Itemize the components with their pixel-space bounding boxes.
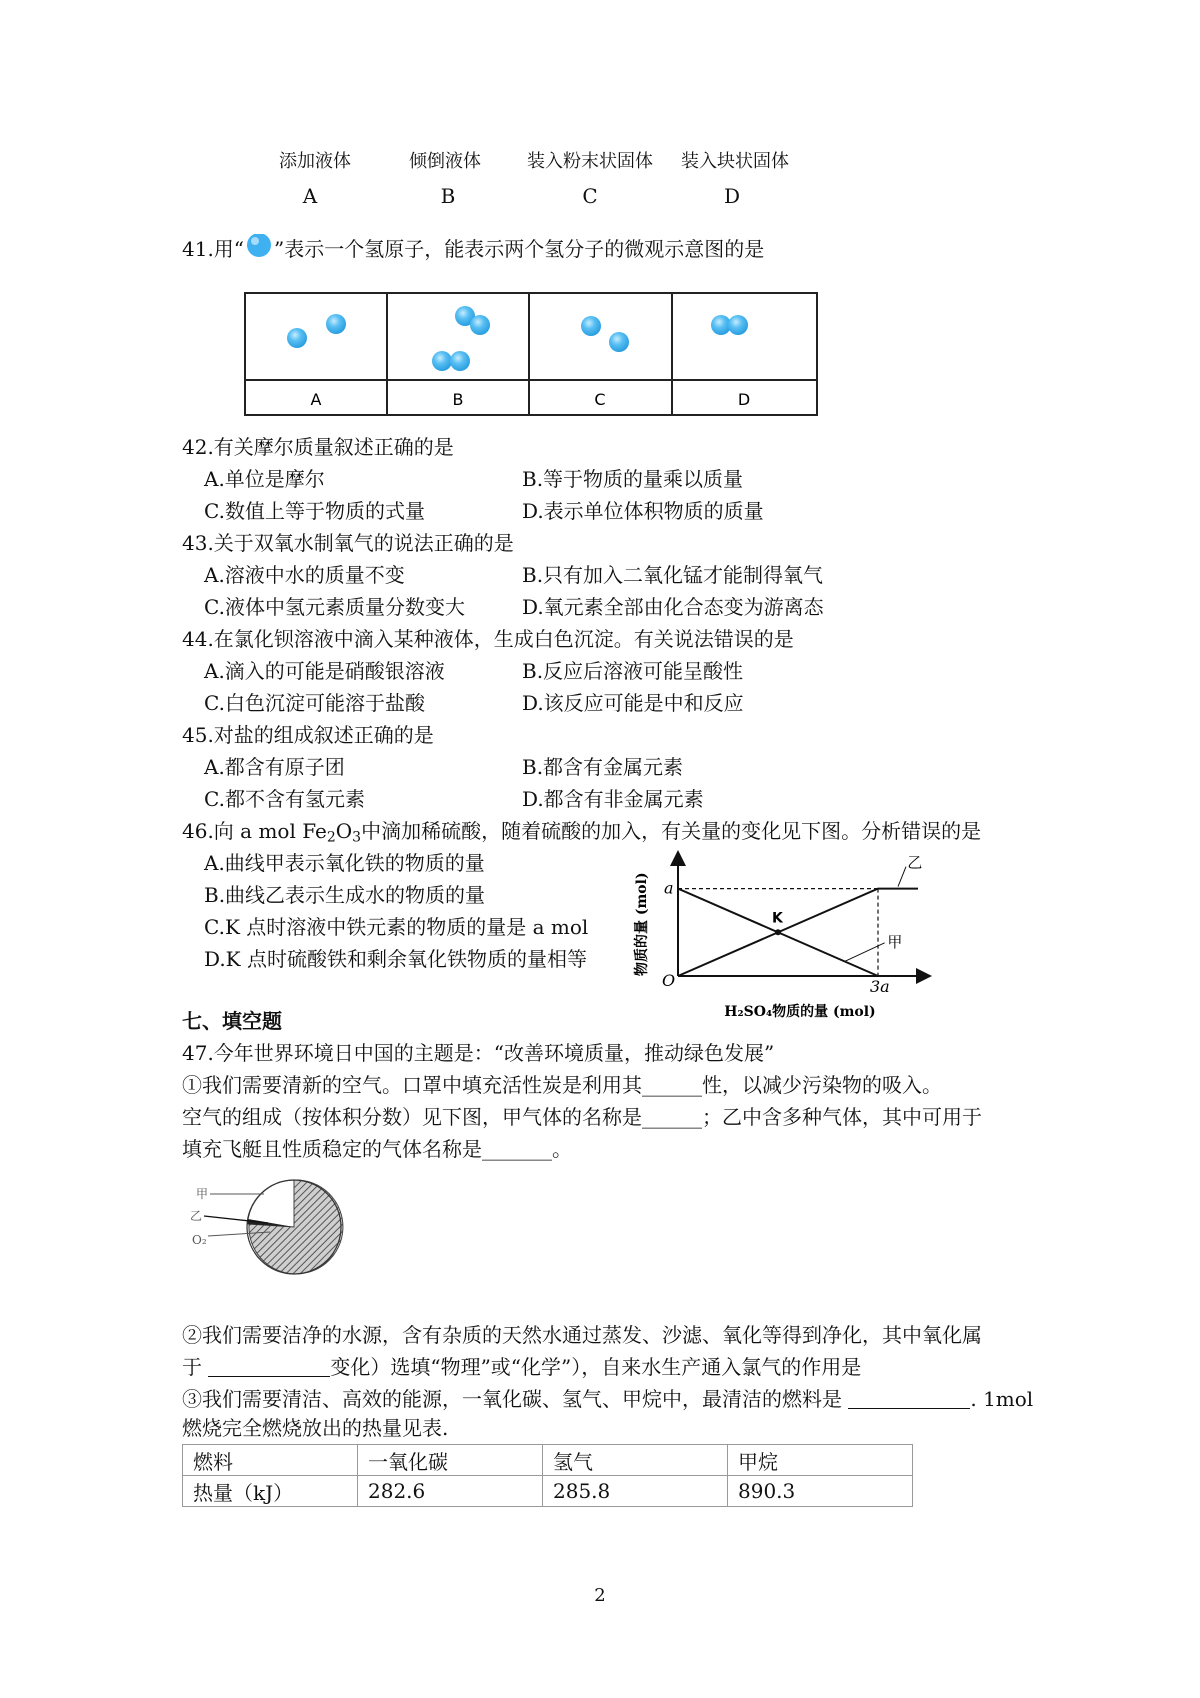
question-44-stem: 44.在氯化钡溶液中滴入某种液体，生成白色沉淀。有关说法错误的是 [182, 627, 794, 651]
question-41-suffix: ”表示一个氢原子，能表示两个氢分子的微观示意图的是 [274, 237, 765, 261]
q45-option-b: B.都含有金属元素 [522, 755, 684, 779]
q47-part2-line2 [182, 1353, 861, 1381]
chart-x-axis-label: H₂SO₄物质的量 (mol) [724, 1004, 876, 1020]
q47-part1-line3: 填充飞艇且性质稳定的气体名称是_______。 [182, 1137, 572, 1161]
q47-part3-line1 [182, 1385, 1033, 1413]
chart-leader-yi [898, 867, 906, 887]
atom-c-1 [581, 316, 601, 336]
option-caption-b: 倾倒液体 [409, 151, 481, 172]
q47-part2-prefix: 于 [182, 1355, 202, 1379]
question-47-stem: 47.今年世界环境日中国的主题是：“改善环境质量，推动绿色发展” [182, 1041, 775, 1065]
q46-subscript-1: 2 [326, 829, 336, 846]
q44-option-c: C.白色沉淀可能溶于盐酸 [204, 691, 425, 715]
fe2o3-sulfuric-acid-chart [628, 848, 938, 1028]
diagram-label-d: D [737, 390, 751, 409]
table-cell: 一氧化碳 [358, 1445, 543, 1476]
table-cell: 890.3 [728, 1476, 913, 1507]
hydrogen-atom-icon [244, 234, 274, 260]
pie-label-o2: O₂ [192, 1233, 207, 1247]
table-row [183, 1445, 913, 1476]
q47-part3-prefix: ③我们需要清洁、高效的能源，一氧化碳、氢气、甲烷中，最清洁的燃料是 [182, 1387, 842, 1411]
chart-leader-jia [845, 943, 885, 962]
fuel-heat-table [182, 1444, 913, 1507]
q46-option-a: A.曲线甲表示氧化铁的物质的量 [204, 851, 485, 875]
question-45-stem: 45.对盐的组成叙述正确的是 [182, 723, 434, 747]
q44-option-d: D.该反应可能是中和反应 [522, 691, 744, 715]
question-46-stem [182, 817, 981, 845]
table-cell: 热量（kJ） [183, 1476, 358, 1507]
chart-series-line-yi [678, 889, 918, 976]
atom-c-2 [609, 332, 629, 352]
molecule-diagram-table [244, 292, 818, 416]
option-caption-c: 装入粉末状固体 [527, 151, 653, 172]
chart-y-axis-label: 物质的量 (mol) [634, 872, 650, 976]
q47-part1-line1: ①我们需要清新的空气。口罩中填充活性炭是利用其______性，以减少污染物的吸入。 [182, 1073, 942, 1097]
table-cell: 282.6 [358, 1476, 543, 1507]
option-letter-c: C [582, 184, 598, 208]
q47-part2-suffix: 变化）选填“物理”或“化学”），自来水生产通入氯气的作用是 [330, 1355, 862, 1379]
q46-option-c: C.K 点时溶液中铁元素的物质的量是 a mol [204, 915, 589, 939]
atom-d-2 [728, 315, 748, 335]
diagram-label-c: C [594, 390, 606, 409]
table-cell: 285.8 [543, 1476, 728, 1507]
diagram-label-a: A [310, 390, 322, 409]
section-7-title: 七、填空题 [182, 1009, 282, 1033]
page-number: 2 [594, 1585, 606, 1606]
q47-part1-line2: 空气的组成（按体积分数）见下图，甲气体的名称是______；乙中含多种气体，其中可用于 [182, 1105, 982, 1129]
q45-option-a: A.都含有原子团 [204, 755, 345, 779]
option-letter-b: B [440, 184, 456, 208]
pie-label-yi: 乙 [190, 1209, 203, 1223]
table-row [183, 1476, 913, 1507]
atom-b-4 [450, 351, 470, 371]
q44-option-a: A.滴入的可能是硝酸银溶液 [204, 659, 445, 683]
atom-b-3 [432, 351, 452, 371]
q44-option-b: B.反应后溶液可能呈酸性 [522, 659, 744, 683]
atom-a-2 [326, 314, 346, 334]
chart-y-tick-label: a [664, 878, 674, 898]
chart-series-label-jia: 甲 [887, 933, 903, 952]
q42-option-a: A.单位是摩尔 [204, 467, 325, 491]
question-41-stem [182, 234, 764, 263]
atom-b-2 [470, 315, 490, 335]
chart-point-k-label: K [772, 910, 783, 927]
q46-stem-part-1: 46.向 a mol Fe [182, 819, 327, 843]
q47-part3-line2: 燃烧完全燃烧放出的热量见表. [182, 1416, 449, 1440]
option-caption-d: 装入块状固体 [681, 151, 789, 172]
air-composition-pie-chart [182, 1172, 357, 1282]
q43-option-b: B.只有加入二氧化锰才能制得氧气 [522, 563, 824, 587]
table-cell: 甲烷 [728, 1445, 913, 1476]
q46-subscript-2: 3 [352, 829, 362, 846]
q43-option-a: A.溶液中水的质量不变 [204, 563, 405, 587]
question-43-stem: 43.关于双氧水制氧气的说法正确的是 [182, 531, 514, 555]
q43-option-c: C.液体中氢元素质量分数变大 [204, 595, 465, 619]
q42-option-c: C.数值上等于物质的式量 [204, 499, 425, 523]
q46-stem-part-3: 中滴加稀硫酸，随着硫酸的加入，有关量的变化见下图。分析错误的是 [361, 819, 982, 843]
question-41-prefix: 41.用“ [182, 237, 245, 261]
answer-blank-oxidation[interactable] [208, 1356, 330, 1377]
chart-series-label-yi: 乙 [907, 853, 923, 872]
question-42-stem: 42.有关摩尔质量叙述正确的是 [182, 435, 454, 459]
pie-label-jia: 甲 [196, 1187, 209, 1201]
option-letter-d: D [723, 184, 741, 208]
q42-option-d: D.表示单位体积物质的质量 [522, 499, 764, 523]
option-letter-a: A [302, 184, 318, 208]
q45-option-d: D.都含有非金属元素 [522, 787, 704, 811]
q46-option-d: D.K 点时硫酸铁和剩余氧化铁物质的量相等 [204, 947, 587, 971]
answer-blank-cleanest-fuel[interactable] [848, 1388, 970, 1409]
q42-option-b: B.等于物质的量乘以质量 [522, 467, 744, 491]
q46-option-b: B.曲线乙表示生成水的物质的量 [204, 883, 486, 907]
chart-origin-label: O [662, 971, 676, 990]
pie-slice-o2 [248, 1180, 294, 1227]
diagram-label-b: B [452, 390, 464, 409]
table-cell: 氢气 [543, 1445, 728, 1476]
q47-part2-line1: ②我们需要洁净的水源，含有杂质的天然水通过蒸发、沙滤、氧化等得到净化，其中氧化属 [182, 1323, 982, 1347]
chart-x-tick-label: 3a [870, 977, 890, 996]
molecule-diagram [246, 294, 816, 414]
q45-option-c: C.都不含有氢元素 [204, 787, 365, 811]
q47-part3-suffix: . 1mol [970, 1387, 1034, 1411]
table-cell: 燃料 [183, 1445, 358, 1476]
atom-a-1 [287, 328, 307, 348]
q43-option-d: D.氧元素全部由化合态变为游离态 [522, 595, 824, 619]
chart-point-k [775, 929, 781, 935]
option-caption-a: 添加液体 [279, 151, 351, 172]
q46-stem-part-2: O [335, 819, 353, 843]
